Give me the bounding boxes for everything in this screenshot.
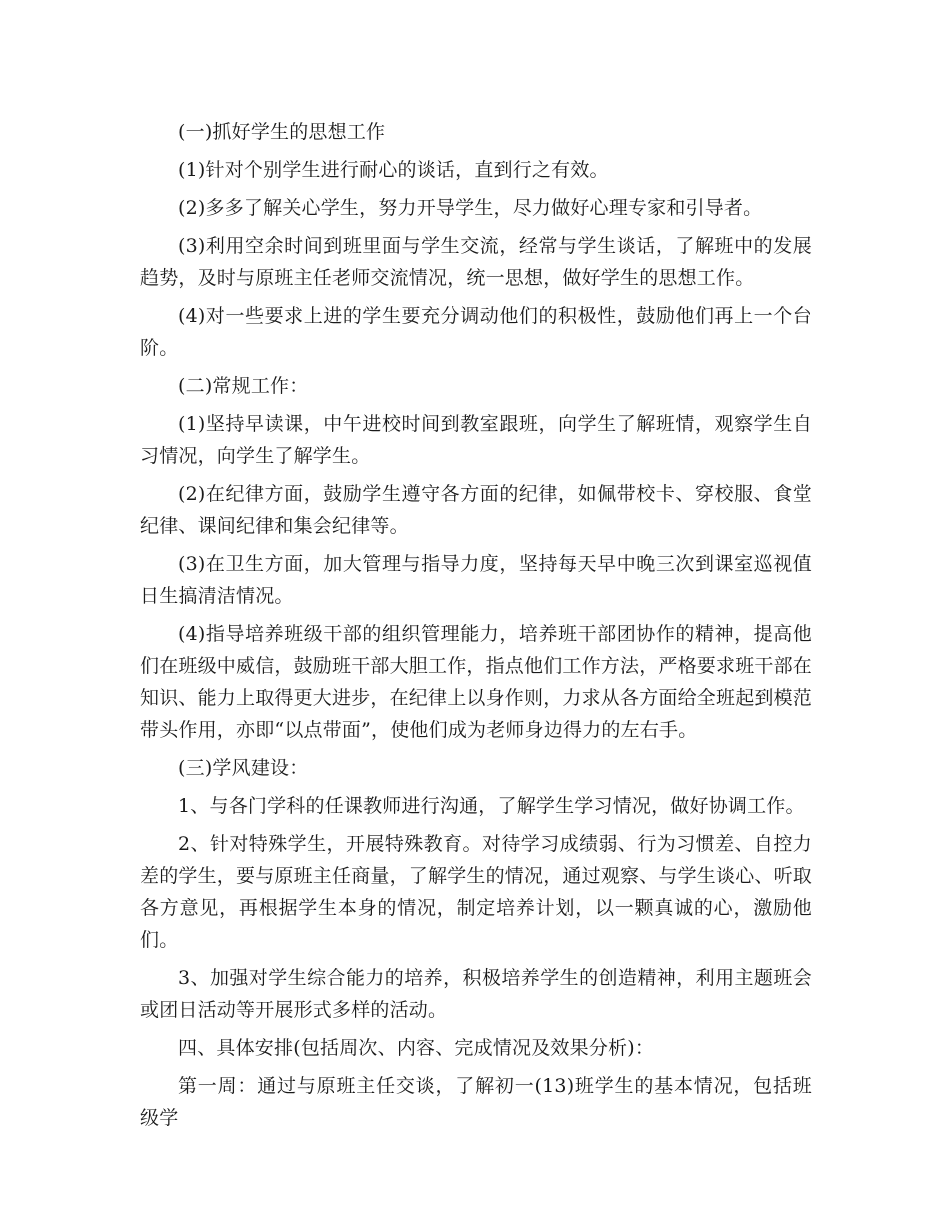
paragraph: 2、针对特殊学生，开展特殊教育。对待学习成绩弱、行为习惯差、自控力差的学生，要与原班主任商量，了解学生的情况，通过观察、与学生谈心、听取各方意见，再根据学生本身的情况，制定培养计划，以一颗真诚的心，激励他们。 [140,833,813,951]
section-heading-schedule: 四、具体安排(包括周次、内容、完成情况及效果分析)： [178,1037,655,1059]
paragraph: 第一周：通过与原班主任交谈，了解初一(13)班学生的基本情况，包括班级学 [140,1075,812,1129]
document-body [140,116,812,1140]
paragraph: (4)对一些要求上进的学生要充分调动他们的积极性，鼓励他们再上一个台阶。 [140,305,812,359]
paragraph: (1)针对个别学生进行耐心的谈话，直到行之有效。 [178,159,609,181]
paragraph: (3)利用空余时间到班里面与学生交流，经常与学生谈话，了解班中的发展趋势，及时与原班主任老师交流情况，统一思想，做好学生的思想工作。 [140,235,812,289]
section-heading-study-style: (三)学风建设： [178,757,309,779]
paragraph: (3)在卫生方面，加大管理与指导力度，坚持每天早中晚三次到课室巡视值日生搞清洁情况。 [140,553,812,607]
paragraph: (2)在纪律方面，鼓励学生遵守各方面的纪律，如佩带校卡、穿校服、食堂纪律、课间纪律和集会纪律等。 [140,483,812,537]
paragraph: (1)坚持早读课，中午进校时间到教室跟班，向学生了解班情，观察学生自习情况，向学生了解学生。 [140,413,812,467]
paragraph: 3、加强对学生综合能力的培养，积极培养学生的创造精神，利用主题班会或团日活动等开展形式多样的活动。 [140,967,812,1021]
paragraph: 1、与各门学科的任课教师进行沟通，了解学生学习情况，做好协调工作。 [178,795,805,817]
paragraph: (4)指导培养班级干部的组织管理能力，培养班干部团协作的精神，提高他们在班级中威信，鼓励班干部大胆工作，指点他们工作方法，严格要求班干部在知识、能力上取得更大进步，在纪律上以身作则，力求从各方面给全班起到模范带头作用，亦即“以点带面”，使他们成为老师身边得力的左右手。 [140,623,813,741]
paragraph: (2)多多了解关心学生，努力开导学生，尽力做好心理专家和引导者。 [178,197,763,219]
section-heading-routine: (二)常规工作： [178,375,309,397]
section-heading-ideology: (一)抓好学生的思想工作 [178,121,386,143]
